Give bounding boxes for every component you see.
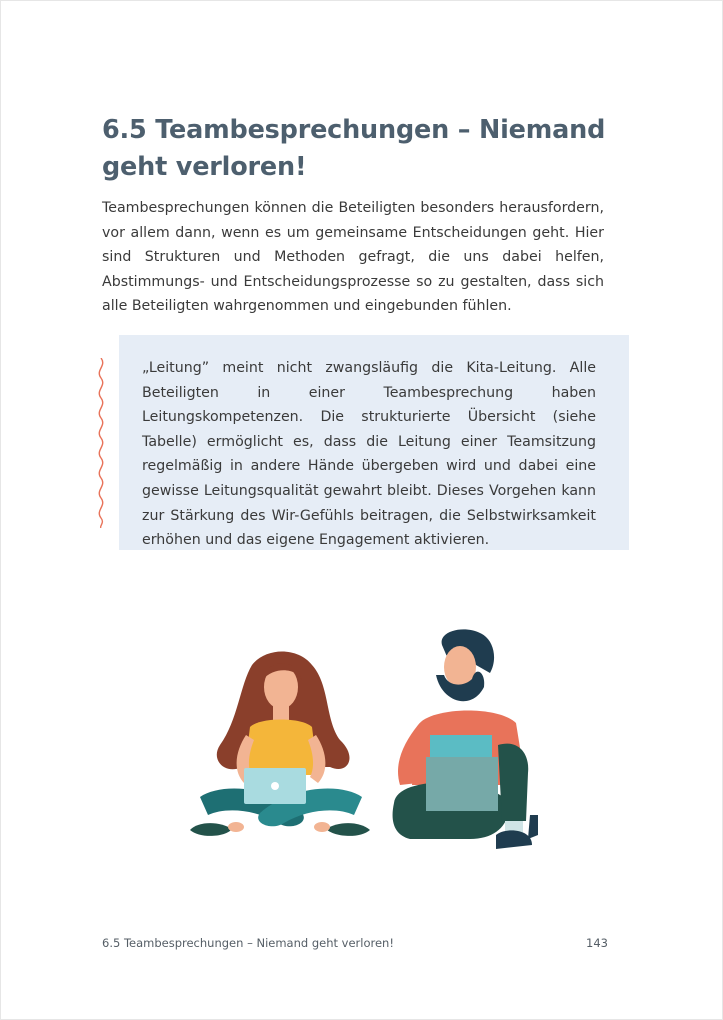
- woman-figure: [190, 652, 370, 836]
- page-number: 143: [586, 936, 608, 950]
- people-with-laptops-illustration: [180, 625, 560, 870]
- squiggle-decoration: [93, 358, 109, 528]
- man-figure: [393, 629, 538, 849]
- intro-paragraph: Teambesprechungen können die Beteiligten besonders herausfordern, vor allem dann, wenn es um gemeinsame Entscheidungen geht. Hier sind Strukturen und Methoden gefragt, die uns dabei helfen, Abstimmungs- und Entscheidungsprozesse so zu gestalten, dass sich alle Beteiligten wahrgenommen und eingebunden fühlen.: [102, 200, 604, 315]
- running-footer-title: 6.5 Teambesprechungen – Niemand geht verloren!: [102, 936, 394, 950]
- section-heading: 6.5 Teambesprechungen – Niemand geht verloren!: [102, 115, 606, 182]
- note-text: „Leitung” meint nicht zwangsläufig die Kita-Leitung. Alle Beteiligten in einer Teambesprechung haben Leitungskompetenzen. Die strukturierte Übersicht (siehe Tabelle) ermöglicht es, dass die Leitung einer Teamsitzung regelmäßig in andere Hände übergeben wird und dabei eine gewisse Leitungsqualität gewahrt bleibt. Dieses Vorgehen kann zur Stärkung des Wir-Gefühls beitragen, die Selbstwirksamkeit erhöhen und das eigene Engagement aktivieren.: [142, 360, 596, 549]
